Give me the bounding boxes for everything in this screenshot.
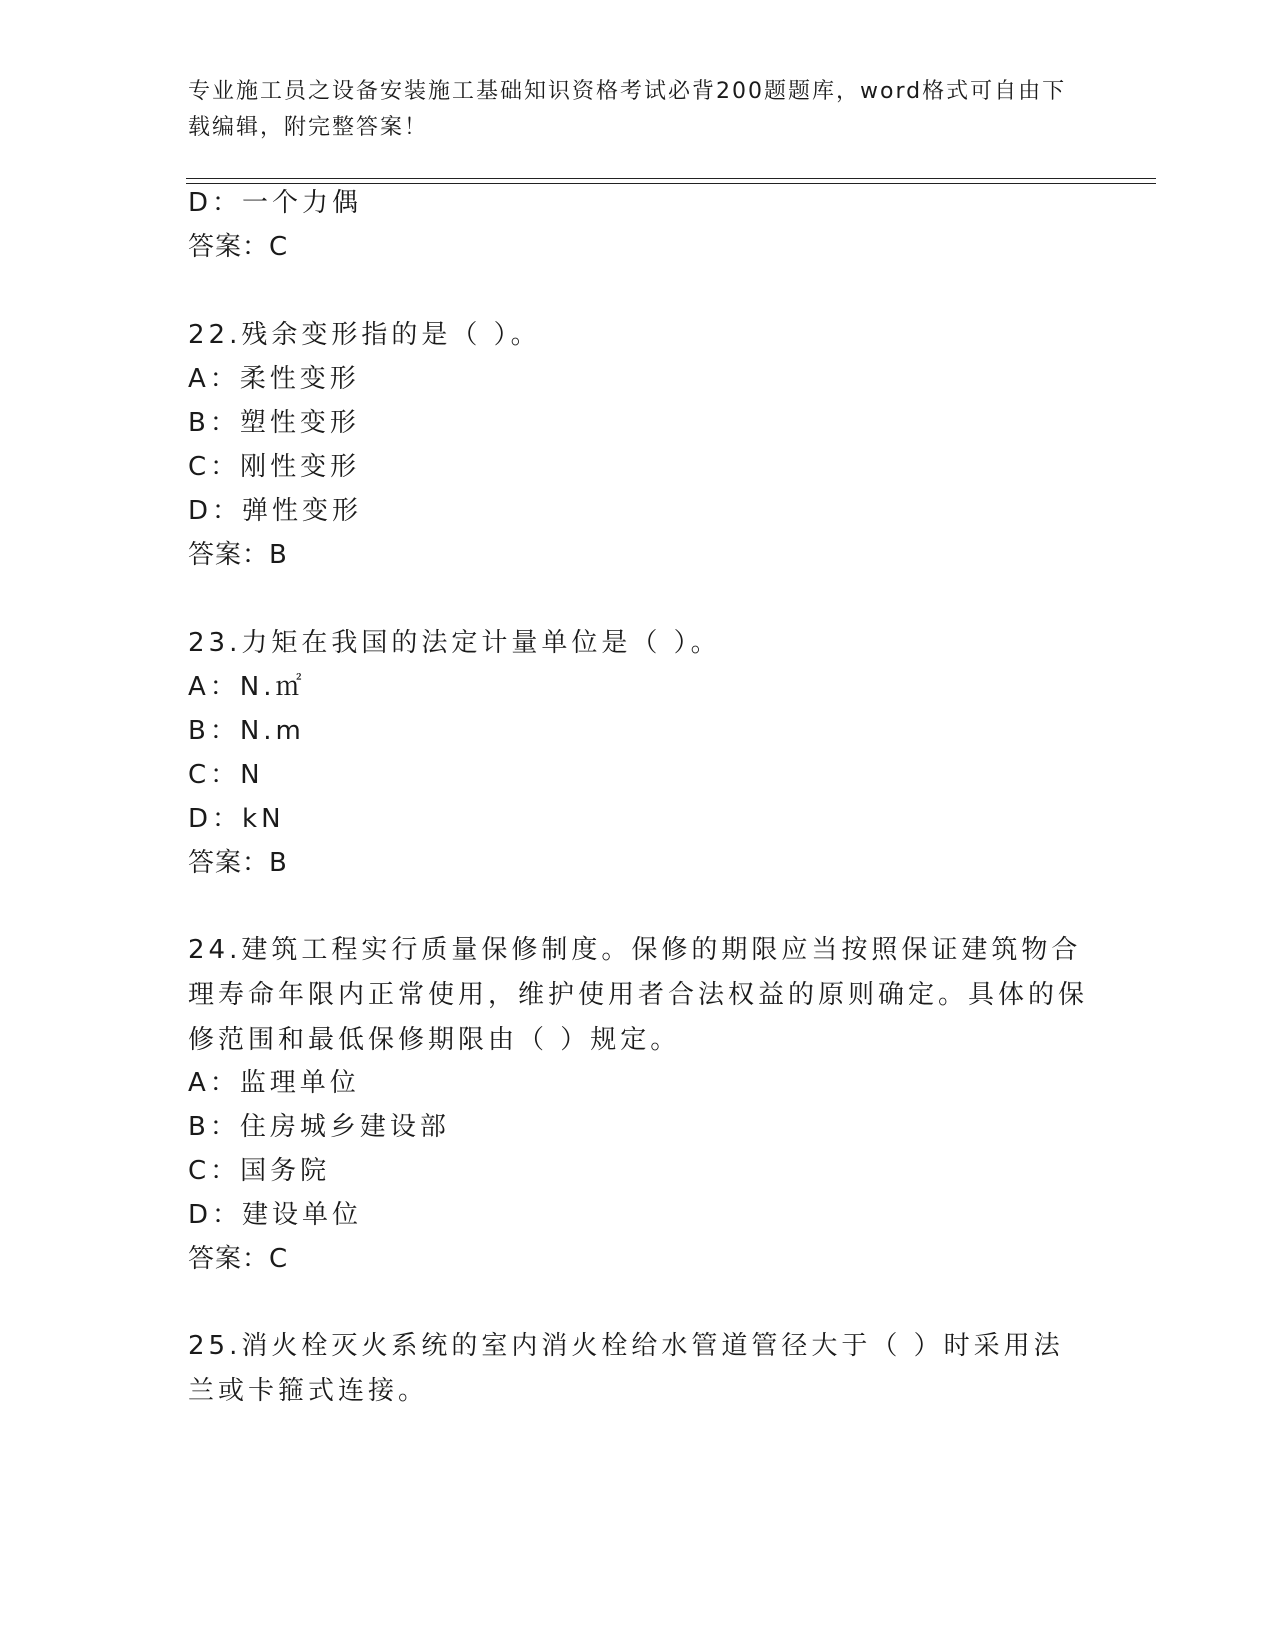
q22-question: 22.残余变形指的是（ ）。 xyxy=(188,320,541,350)
header-divider-top xyxy=(186,178,1156,179)
q22-answer: 答案：B xyxy=(188,540,288,570)
q23-option-a: A：N.㎡ xyxy=(188,672,306,702)
q24-option-a: A：监理单位 xyxy=(188,1068,360,1098)
document-header: 专业施工员之设备安装施工基础知识资格考试必背200题题库，word格式可自由下载编辑，附完整答案！ xyxy=(188,79,1067,140)
prev-answer: 答案：C xyxy=(188,232,289,262)
header-divider-bottom xyxy=(186,183,1156,184)
q23-option-d: D：kN xyxy=(188,804,285,834)
q25-question: 25.消火栓灭火系统的室内消火栓给水管道管径大于（ ）时采用法兰或卡箍式连接。 xyxy=(188,1331,1064,1406)
q24-answer: 答案：C xyxy=(188,1244,289,1274)
q22-option-a: A：柔性变形 xyxy=(188,364,360,394)
q22-option-d: D：弹性变形 xyxy=(188,496,363,526)
q22-option-b: B：塑性变形 xyxy=(188,408,360,438)
q23-question: 23.力矩在我国的法定计量单位是（ ）。 xyxy=(188,628,721,658)
q23-option-c: C：N xyxy=(188,760,264,790)
q24-option-d: D：建设单位 xyxy=(188,1200,363,1230)
q22-option-c: C：刚性变形 xyxy=(188,452,361,482)
q24-option-b: B：住房城乡建设部 xyxy=(188,1112,450,1142)
q23-option-b: B：N.m xyxy=(188,716,305,746)
q24-option-c: C：国务院 xyxy=(188,1156,331,1186)
prev-option-d: D：一个力偶 xyxy=(188,188,363,218)
q23-answer: 答案：B xyxy=(188,848,288,878)
q24-question: 24.建筑工程实行质量保修制度。保修的期限应当按照保证建筑物合理寿命年限内正常使用，维护使用者合法权益的原则确定。具体的保修范围和最低保修期限由（ ）规定。 xyxy=(188,935,1089,1055)
